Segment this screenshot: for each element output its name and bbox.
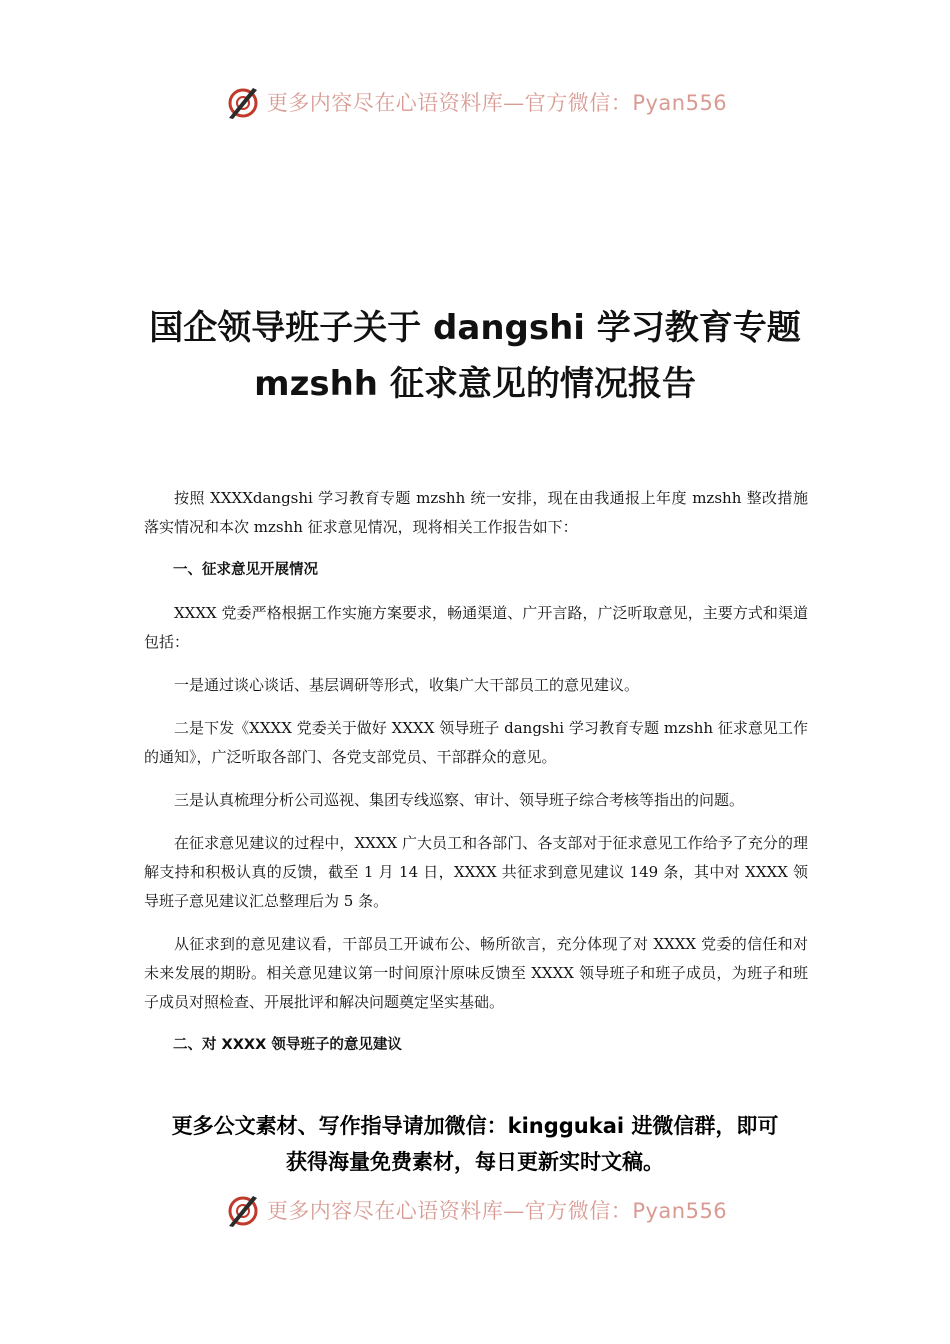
document-title bbox=[60, 300, 890, 412]
body-paragraph: 三是认真梳理分析公司巡视、集团专线巡察、审计、领导班子综合考核等指出的问题。 bbox=[174, 791, 745, 809]
promo-line-1: 更多公文素材、写作指导请加微信：kinggukai 进微信群，即可 bbox=[171, 1114, 779, 1138]
title-line-2: mzshh 征求意见的情况报告 bbox=[254, 364, 696, 404]
promo-text bbox=[100, 1108, 850, 1180]
body-paragraph: 二是下发《XXXX 党委关于做好 XXXX 领导班子 dangshi 学习教育专题 mzshh 征求意见工作的通知》，广泛听取各部门、各党支部党员、干部群众的意见。 bbox=[144, 719, 808, 766]
header-watermark bbox=[0, 82, 950, 122]
quill-circle-logo-icon bbox=[223, 1190, 263, 1230]
watermark-id: Pyan556 bbox=[632, 1199, 728, 1223]
watermark-id: Pyan556 bbox=[632, 91, 728, 115]
body-paragraph: 在征求意见建议的过程中，XXXX 广大员工和各部门、各支部对于征求意见工作给予了充分的理解支持和积极认真的反馈，截至 1 月 14 日，XXXX 共征求到意见建议 149 条，其中对 XXXX 领导班子意见建议汇总整理后为 5 条。 bbox=[144, 834, 808, 910]
body-paragraph: 一是通过谈心谈话、基层调研等形式，收集广大干部员工的意见建议。 bbox=[174, 676, 640, 694]
watermark-text: 更多内容尽在心语资料库—官方微信： bbox=[266, 91, 633, 115]
body-paragraph: XXXX 党委严格根据工作实施方案要求，畅通渠道、广开言路，广泛听取意见，主要方式和渠道包括： bbox=[144, 604, 808, 651]
section-heading: 一、征求意见开展情况 bbox=[173, 562, 318, 578]
body-paragraph: 从征求到的意见建议看，干部员工开诚布公、畅所欲言，充分体现了对 XXXX 党委的信任和对未来发展的期盼。相关意见建议第一时间原汁原味反馈至 XXXX 领导班子和班子成员，为班子和班子成员对照检查、开展批评和解决问题奠定坚实基础。 bbox=[144, 935, 808, 1011]
title-line-1: 国企领导班子关于 dangshi 学习教育专题 bbox=[149, 308, 801, 348]
footer-watermark bbox=[0, 1190, 950, 1230]
promo-line-2: 获得海量免费素材，每日更新实时文稿。 bbox=[286, 1150, 664, 1174]
quill-circle-logo-icon bbox=[223, 82, 263, 122]
document-body bbox=[144, 484, 808, 1074]
body-paragraph: 按照 XXXXdangshi 学习教育专题 mzshh 统一安排，现在由我通报上年度 mzshh 整改措施落实情况和本次 mzshh 征求意见情况，现将相关工作报告如下： bbox=[144, 489, 808, 536]
section-heading: 二、对 XXXX 领导班子的意见建议 bbox=[173, 1037, 402, 1053]
watermark-text: 更多内容尽在心语资料库—官方微信： bbox=[266, 1199, 633, 1223]
